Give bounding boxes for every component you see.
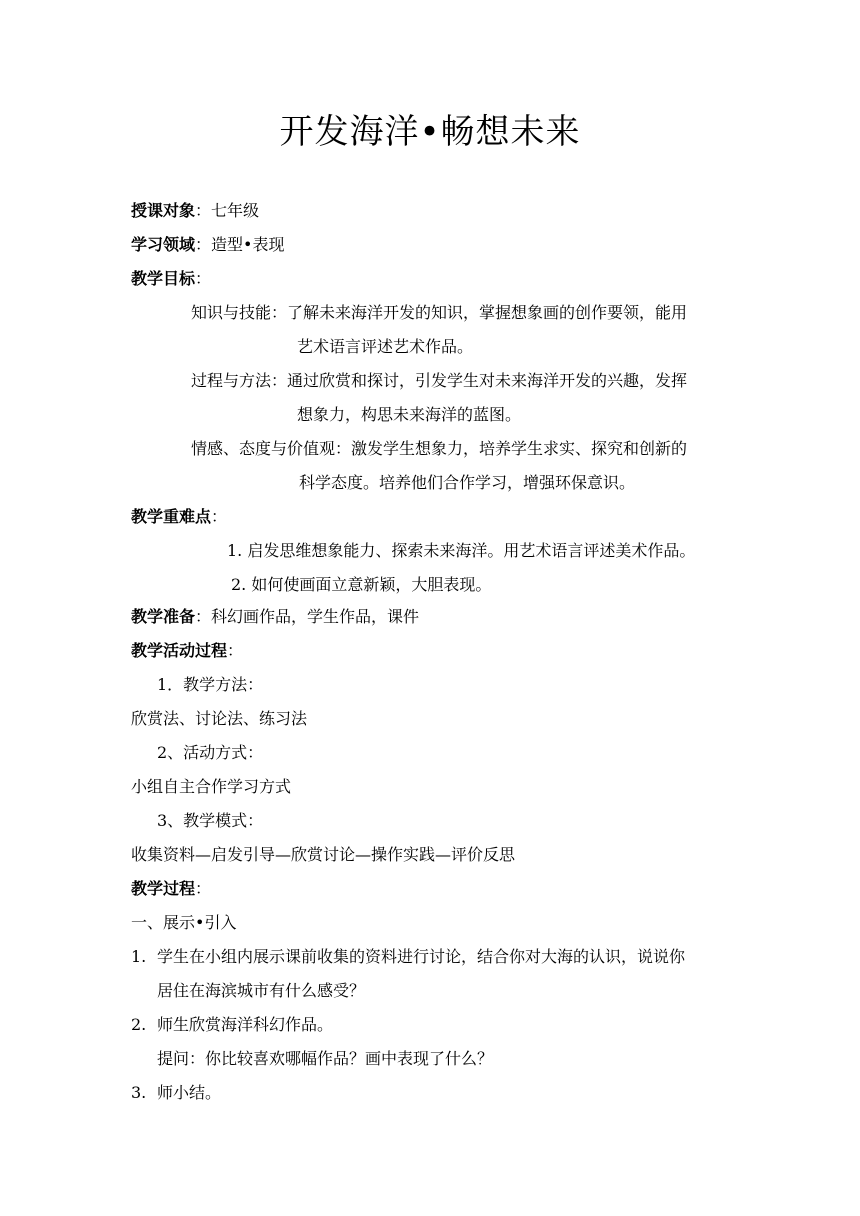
key-points-label: 教学重难点	[131, 507, 212, 526]
method-heading: 1．教学方法：	[157, 675, 264, 694]
prep-label: 教学准备	[131, 607, 196, 626]
activity-label: 教学活动过程	[131, 641, 228, 660]
goal-process-line2: 想象力，构思未来海洋的蓝图。	[297, 405, 522, 424]
prep-line	[131, 606, 419, 628]
prep-value: ：科幻画作品，学生作品，课件	[195, 607, 420, 626]
process-colon: ：	[195, 879, 212, 898]
pattern-value: 收集资料—启发引导—欣赏讨论—操作实践—评价反思	[131, 845, 516, 864]
goals-label: 教学目标	[131, 269, 196, 288]
step-1-number: 1.	[131, 947, 147, 966]
key-points-heading	[131, 506, 227, 528]
goals-colon: ：	[195, 269, 212, 288]
step-2-line2: 提问：你比较喜欢哪幅作品？画中表现了什么？	[157, 1049, 494, 1068]
audience-value: ：七年级	[195, 201, 260, 220]
mode-value: 小组自主合作学习方式	[131, 777, 292, 796]
field-line	[131, 234, 284, 256]
audience-label: 授课对象	[131, 201, 196, 220]
step-1-line1: 学生在小组内展示课前收集的资料进行讨论，结合你对大海的认识，说说你	[157, 947, 686, 966]
section-1-heading: 一、展示•引入	[131, 913, 237, 932]
goal-knowledge-line1: 知识与技能：了解未来海洋开发的知识，掌握想象画的创作要领，能用	[191, 303, 688, 322]
step-2-line1: 师生欣赏海洋科幻作品。	[157, 1015, 334, 1034]
field-label: 学习领域	[131, 235, 196, 254]
step-2-number: 2.	[131, 1015, 147, 1034]
key-point-2: 2. 如何使画面立意新颖，大胆表现。	[231, 575, 492, 594]
step-1-line2: 居住在海滨城市有什么感受？	[157, 981, 366, 1000]
activity-colon: ：	[227, 641, 244, 660]
goal-emotion-line1: 情感、态度与价值观：激发学生想象力，培养学生求实、探究和创新的	[191, 439, 688, 458]
goal-emotion-line2: 科学态度。培养他们合作学习，增强环保意识。	[299, 473, 636, 492]
activity-heading	[131, 640, 243, 662]
pattern-heading: 3、教学模式：	[157, 811, 264, 830]
method-value: 欣赏法、讨论法、练习法	[131, 709, 308, 728]
process-label: 教学过程	[131, 879, 196, 898]
step-3-number: 3.	[131, 1083, 147, 1102]
mode-heading: 2、活动方式：	[157, 743, 264, 762]
audience-line	[131, 200, 259, 222]
process-heading	[131, 878, 211, 900]
goal-knowledge-line2: 艺术语言评述艺术作品。	[297, 337, 474, 356]
step-3-line1: 师小结。	[157, 1083, 222, 1102]
field-value: ：造型•表现	[195, 235, 285, 254]
goal-process-line1: 过程与方法：通过欣赏和探讨，引发学生对未来海洋开发的兴趣，发挥	[191, 371, 688, 390]
goals-heading	[131, 268, 211, 290]
document-title: 开发海洋•畅想未来	[279, 112, 581, 152]
key-points-colon: ：	[211, 507, 228, 526]
key-point-1: 1. 启发思维想象能力、探索未来海洋。用艺术语言评述美术作品。	[227, 541, 696, 560]
